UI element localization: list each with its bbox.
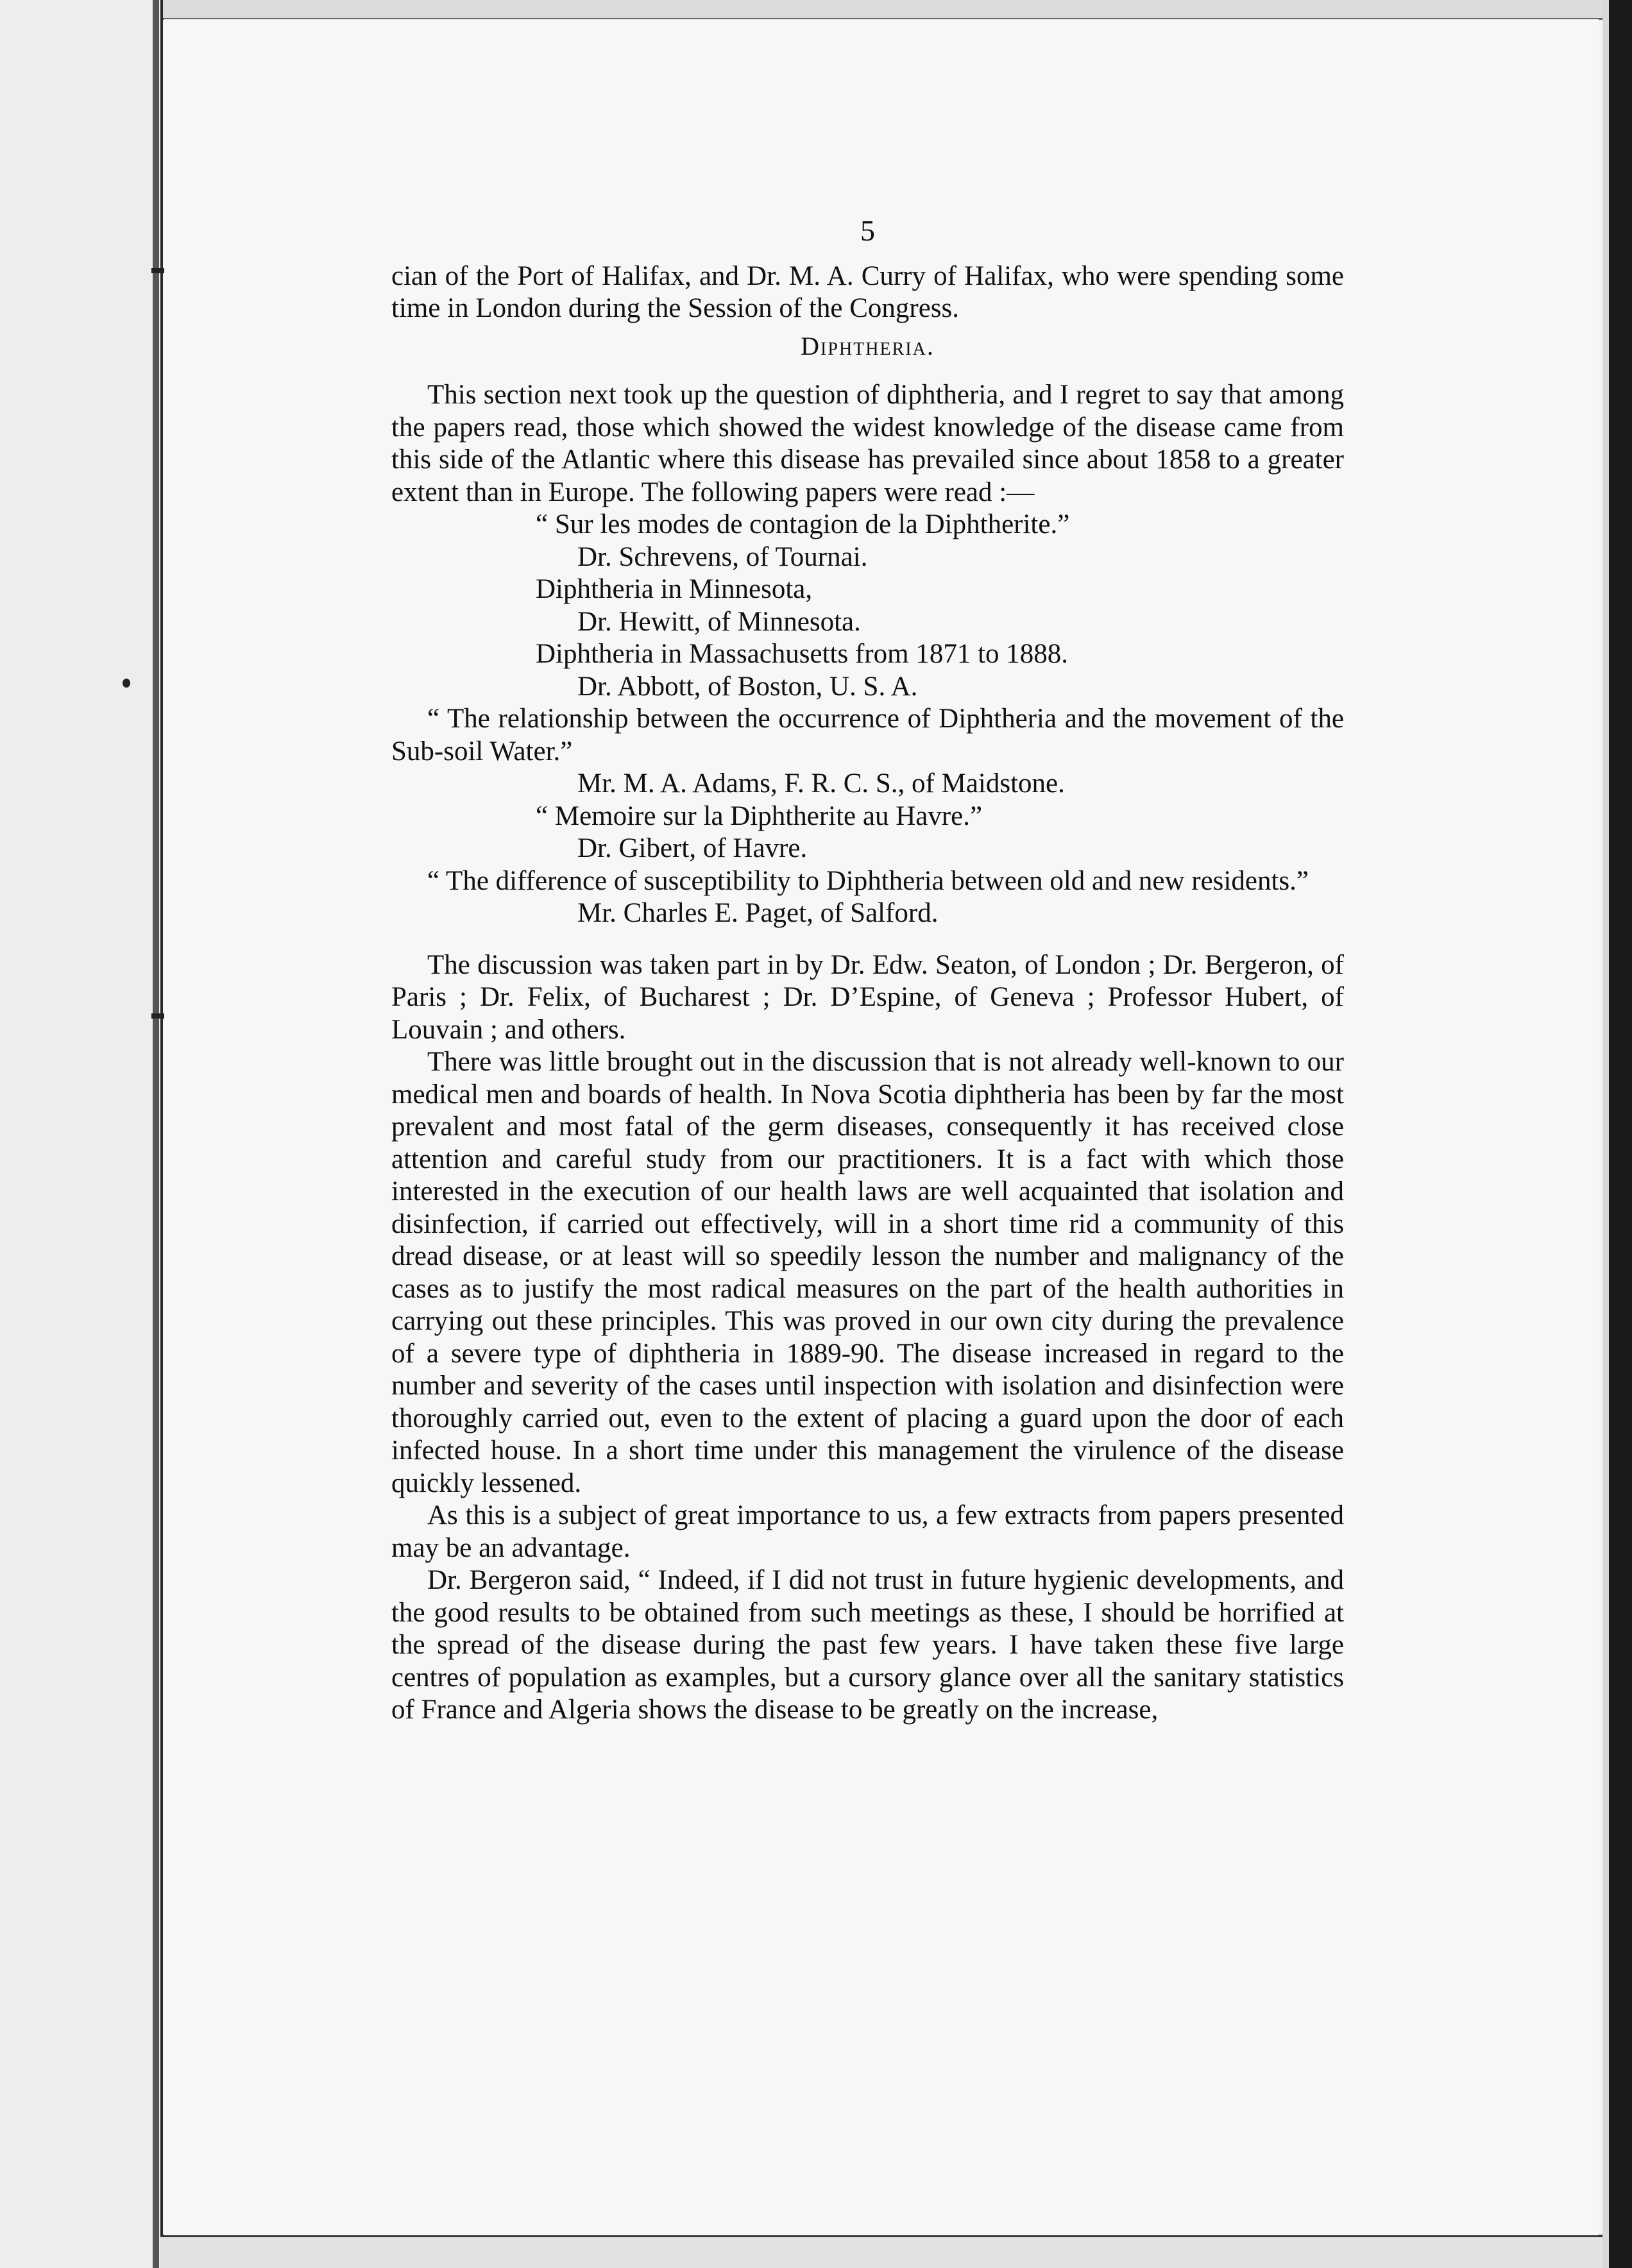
paper-author: Mr. Charles E. Paget, of Salford.	[577, 898, 939, 928]
paper-title: “ Sur les modes de contagion de la Diphtherite.”	[536, 509, 1070, 539]
paper-title: “ Memoire sur la Diphtherite au Havre.”	[536, 800, 983, 831]
paper-author: Mr. M. A. Adams, F. R. C. S., of Maidstone.	[577, 768, 1065, 799]
page-text	[391, 215, 1344, 1727]
paragraph: The discussion was taken part in by Dr. Edw. Seaton, of London ; Dr. Bergeron, of Paris ; Dr. Felix, of Bucharest ; Dr. D’Espine, of Geneva ; Professor Hubert, of Louvain ; and others.	[391, 949, 1344, 1045]
binding-line	[153, 0, 159, 2268]
paper-author: Dr. Abbott, of Boston, U. S. A.	[577, 671, 918, 702]
paragraph: As this is a subject of great importance to us, a few extracts from papers presented may be an advantage.	[391, 1500, 1344, 1563]
intro-paragraph: cian of the Port of Halifax, and Dr. M. A. Curry of Halifax, who were spending some time in London during the Session of the Congress.	[391, 260, 1344, 323]
paragraph: This section next took up the question of diphtheria, and I regret to say that among the papers read, those which showed the widest knowledge of the disease came from this side of the Atlantic where this disease has prevailed since about 1858 to a greater extent than in Europe. The following papers were read :—	[391, 380, 1344, 507]
paper-title: Diphtheria in Minnesota,	[536, 574, 813, 604]
scan-bottom-edge	[160, 2235, 1602, 2268]
paper-author: Dr. Hewitt, of Minnesota.	[577, 606, 861, 637]
binding-mark	[151, 1013, 164, 1019]
page-number: 5	[860, 214, 875, 247]
paragraph: Dr. Bergeron said, “ Indeed, if I did not trust in future hygienic developments, and the good results to be obtained from such meetings as these, I should be horrified at the spread of the disease during the past few years. I have taken these five large centres of population as examples, but a cursory glance over all the sanitary statistics of France and Algeria shows the disease to be greatly on the increase,	[391, 1565, 1344, 1725]
paragraph: There was little brought out in the discussion that is not already well-known to our medical men and boards of health. In Nova Scotia diphtheria has been by far the most prevalent and most fatal of the germ diseases, consequently it has received close attention and careful study from our practitioners. It is a fact with which those interested in the execution of our health laws are well acquainted that isolation and disinfection, if carried out effectively, will in a short time rid a community of this dread disease, or at least will so speedily lesson the number and malignancy of the cases as to justify the most radical measures on the part of the health authorities in carrying out these principles. This was proved in our own city during the prevalence of a severe type of diphtheria in 1889-90. The disease increased in regard to the number and severity of the cases until inspection with isolation and disinfection were thoroughly carried out, even to the extent of placing a guard upon the door of each infected house. In a short time under this management the virulence of the disease quickly lessened.	[391, 1047, 1344, 1498]
paper-author: Dr. Gibert, of Havre.	[577, 833, 808, 863]
previous-page-edge	[0, 0, 163, 2268]
binding-mark	[151, 268, 164, 273]
scan-right-edge	[1602, 0, 1632, 2268]
paper-title: Diphtheria in Massachusetts from 1871 to 1888.	[536, 639, 1069, 669]
ink-speck	[123, 679, 130, 688]
paper-title: “ The relationship between the occurrence of Diphtheria and the movement of the Sub-soil Water.”	[391, 704, 1344, 766]
scan-top-edge	[160, 0, 1602, 20]
paper-author: Dr. Schrevens, of Tournai.	[577, 541, 868, 572]
section-heading: Diphtheria.	[801, 331, 935, 360]
paper-title: “ The difference of susceptibility to Diphtheria between old and new residents.”	[427, 865, 1309, 896]
